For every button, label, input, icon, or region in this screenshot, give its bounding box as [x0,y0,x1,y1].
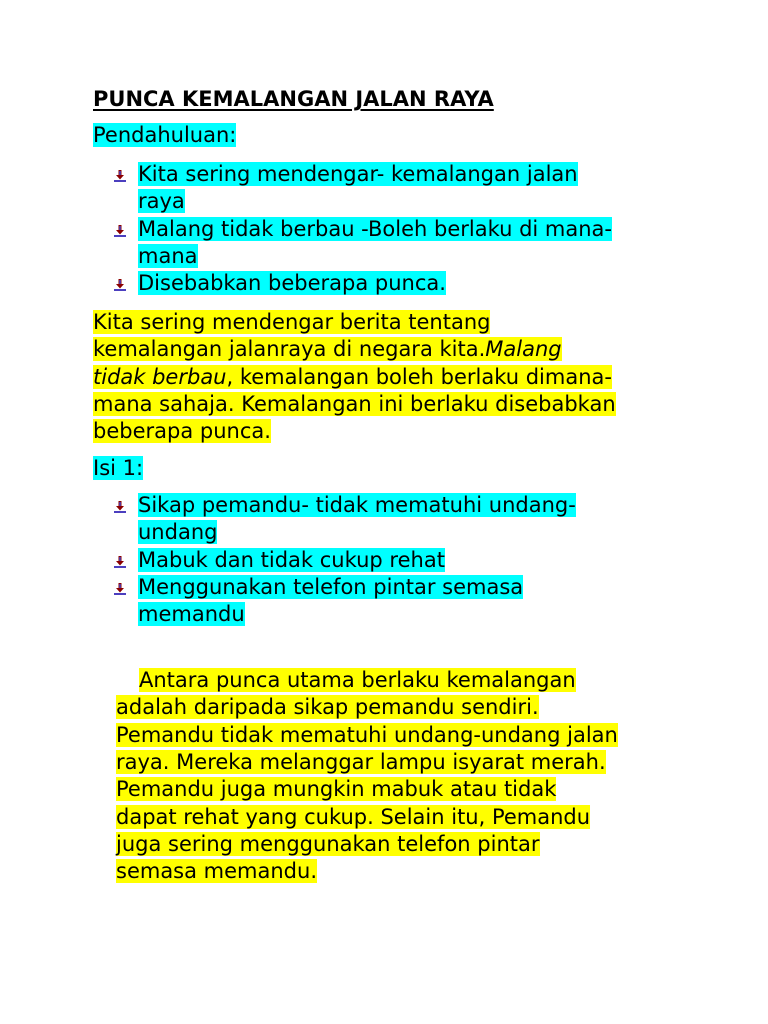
text-segment: Kita sering mendengar berita tentang [93,310,491,334]
text-segment: Disebabkan beberapa punca. [138,271,446,296]
point1-paragraph-line [116,722,618,749]
point1-paragraph-line [116,831,540,858]
intro-paragraph-line [93,418,271,445]
text-segment: PUNCA KEMALANGAN JALAN RAYA [93,87,494,111]
text-segment: mana sahaja. Kemalangan ini berlaku disebabkan [93,391,616,416]
text-segment: Pendahuluan: [93,123,237,147]
text-segment: Antara punca utama berlaku kemalangan [139,668,576,692]
point1-paragraph-line [116,858,317,885]
intro-paragraph-line [93,391,616,418]
text-segment: undang [138,520,218,545]
text-segment: dapat rehat yang cukup. Selain itu, Pemandu [116,804,591,829]
text-segment: Isi 1: [93,456,144,480]
text-segment: Pemandu juga mungkin mabuk atau tidak [116,777,557,802]
arrow-down-bullet-icon [114,501,126,513]
text-segment: , kemalangan boleh berlaku dimana- [226,364,612,389]
intro-bullet-line [138,243,198,270]
text-segment: tidak berbau [93,364,227,389]
intro-paragraph-line [93,336,562,363]
point1-paragraph-line [116,776,556,803]
intro-bullet-line [138,270,446,297]
text-segment: kemalangan jalanraya di negara kita. [93,337,486,362]
point1-paragraph-line [116,694,539,721]
text-segment: adalah daripada sikap pemandu sendiri. [116,695,539,720]
text-segment: raya [138,189,185,214]
intro-bullet-line [138,161,578,188]
arrow-down-bullet-icon [114,279,126,291]
point1-paragraph-line [139,667,576,694]
intro-heading [93,122,236,149]
text-segment: Malang [485,337,562,362]
arrow-down-bullet-icon [114,225,126,237]
intro-bullet-line [138,188,185,215]
text-segment: semasa memandu. [116,859,317,884]
point1-bullet-line [138,547,445,574]
point1-heading [93,455,143,482]
text-segment: Malang tidak berbau -Boleh berlaku di mana- [138,216,613,241]
intro-bullet-line [138,216,612,243]
text-segment: Pemandu tidak mematuhi undang-undang jalan [116,722,618,747]
text-segment: Sikap pemandu- tidak mematuhi undang- [138,493,576,517]
point1-bullet-line [138,492,576,519]
arrow-down-bullet-icon [114,583,126,595]
arrow-down-bullet-icon [114,170,126,182]
text-segment: beberapa punca. [93,419,271,444]
point1-bullet-line [138,519,217,546]
text-segment: Mabuk dan tidak cukup rehat [138,547,445,572]
text-segment: memandu [138,602,245,627]
point1-paragraph-line [116,804,590,831]
text-segment: Menggunakan telefon pintar semasa [138,574,524,599]
text-segment: raya. Mereka melanggar lampu isyarat merah. [116,749,606,774]
text-segment: Kita sering mendengar- kemalangan jalan [138,162,578,186]
arrow-down-bullet-icon [114,556,126,568]
intro-paragraph-line [93,309,490,336]
text-segment: mana [138,243,198,268]
point1-bullet-line [138,574,523,601]
point1-paragraph-line [116,749,606,776]
point1-bullet-line [138,601,245,628]
text-segment: juga sering menggunakan telefon pintar [116,831,540,856]
page-title [93,86,494,113]
intro-paragraph-line [93,364,612,391]
